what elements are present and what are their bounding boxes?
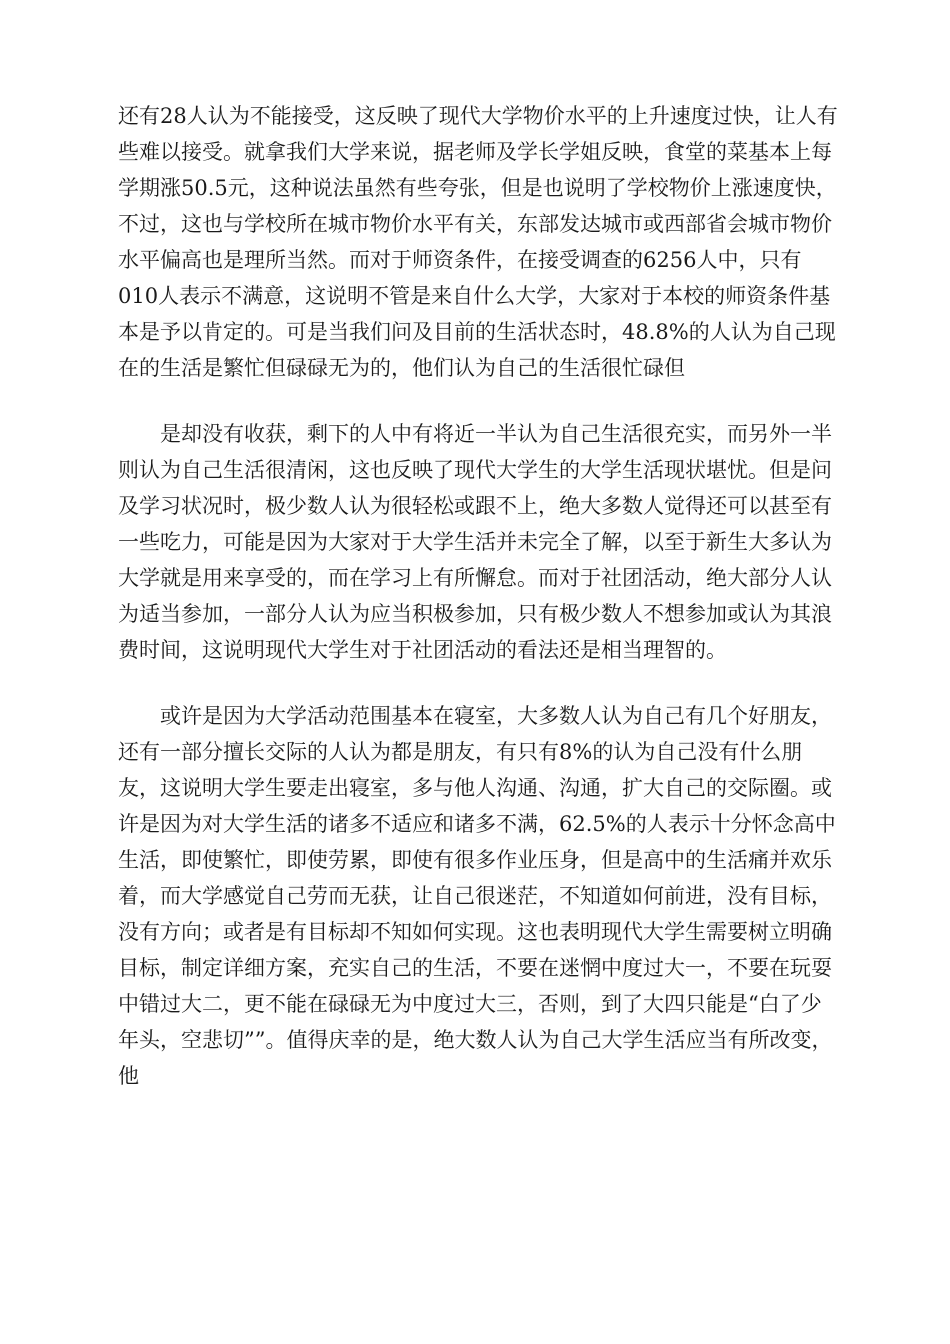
document-body — [118, 98, 838, 1094]
paragraph-2: 是却没有收获，剩下的人中有将近一半认为自己生活很充实，而另外一半则认为自己生活很清闲，这也反映了现代大学生的大学生活现状堪忧。但是问及学习状况时，极少数人认为很轻松或跟不上，绝大多数人觉得还可以甚至有一些吃力，可能是因为大家对于大学生活并未完全了解，以至于新生大多认为大学就是用来享受的，而在学习上有所懈怠。而对于社团活动，绝大部分人认为适当参加，一部分人认为应当积极参加，只有极少数人不想参加或认为其浪费时间，这说明现代大学生对于社团活动的看法还是相当理智的。 — [118, 422, 832, 662]
paragraph-3: 或许是因为大学活动范围基本在寝室，大多数人认为自己有几个好朋友，还有一部分擅长交际的人认为都是朋友，有只有8%的认为自己没有什么朋友，这说明大学生要走出寝室，多与他人沟通、沟通，扩大自己的交际圈。或许是因为对大学生活的诸多不适应和诸多不满，62.5%的人表示十分怀念高中生活，即使繁忙，即使劳累，即使有很多作业压身，但是高中的生活痛并欢乐着，而大学感觉自己劳而无获，让自己很迷茫，不知道如何前进，没有目标，没有方向；或者是有目标却不知如何实现。这也表明现代大学生需要树立明确目标，制定详细方案，充实自己的生活，不要在迷惘中度过大一，不要在玩耍中错过大二，更不能在碌碌无为中度过大三，否则，到了大四只能是“白了少年头，空悲切””。值得庆幸的是，绝大数人认为自己大学生活应当有所改变，他 — [118, 704, 836, 1088]
paragraph-1: 还有28人认为不能接受，这反映了现代大学物价水平的上升速度过快，让人有些难以接受。就拿我们大学来说，据老师及学长学姐反映，食堂的菜基本上每学期涨50.5元，这种说法虽然有些夸张，但是也说明了学校物价上涨速度快，不过，这也与学校所在城市物价水平有关，东部发达城市或西部省会城市物价水平偏高也是理所当然。而对于师资条件，在接受调查的6256人中，只有010人表示不满意，这说明不管是来自什么大学，大家对于本校的师资条件基本是予以肯定的。可是当我们问及目前的生活状态时，48.8%的人认为自己现在的生活是繁忙但碌碌无为的，他们认为自己的生活很忙碌但 — [118, 104, 838, 380]
